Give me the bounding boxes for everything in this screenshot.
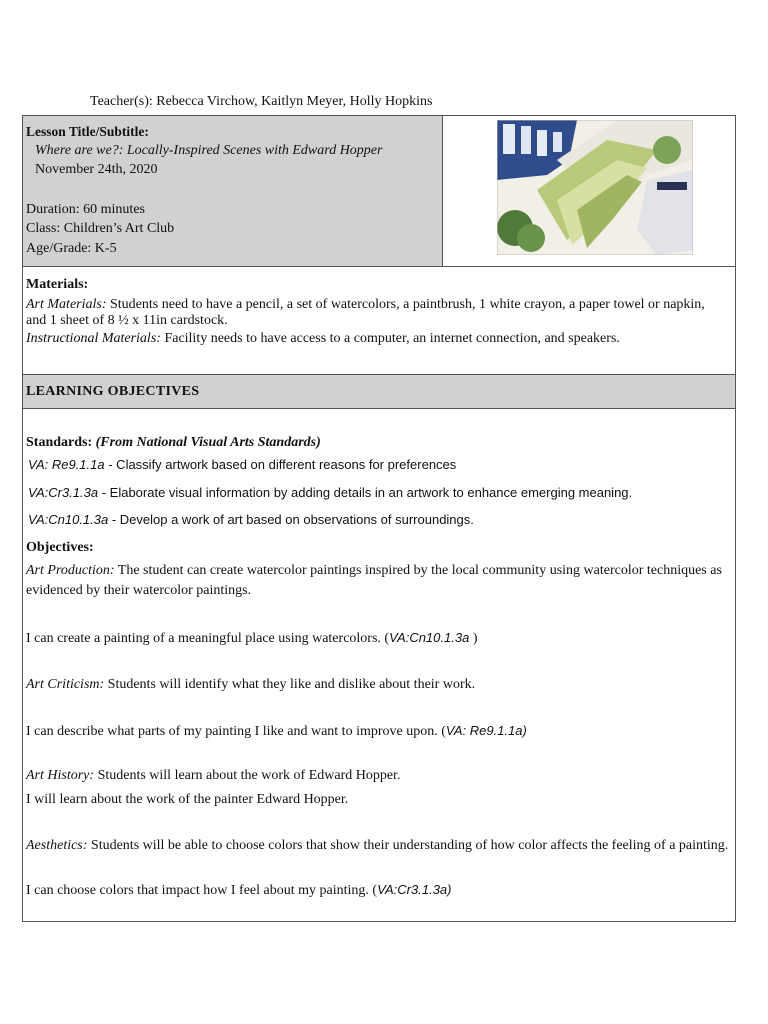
standard-code: VA: Re9.1.1a bbox=[28, 457, 105, 472]
class-name: Class: Children’s Art Club bbox=[26, 221, 175, 236]
art-criticism-ican bbox=[26, 721, 729, 742]
standard-code: VA:Cr3.1.3a bbox=[28, 485, 99, 500]
art-materials bbox=[26, 297, 727, 329]
ref-close: ) bbox=[469, 631, 478, 646]
watercolor-painting-image bbox=[497, 120, 693, 255]
aesthetics-objective bbox=[26, 837, 729, 855]
aesthetics-label: Aesthetics: bbox=[26, 838, 88, 853]
standard-item bbox=[28, 457, 456, 472]
art-production-text: The student can create watercolor paintings inspired by the local community using watercolor techniques as evidenced by their watercolor paintings. bbox=[26, 563, 722, 598]
art-criticism-label: Art Criticism: bbox=[26, 677, 105, 692]
art-history-label: Art History: bbox=[26, 768, 95, 783]
lesson-subtitle: Where are we?: Locally-Inspired Scenes with Edward Hopper bbox=[35, 143, 383, 158]
standard-code: VA:Cn10.1.3a bbox=[28, 512, 109, 527]
instructional-materials bbox=[26, 331, 727, 347]
lesson-date: November 24th, 2020 bbox=[35, 162, 158, 177]
instructional-materials-label: Instructional Materials: bbox=[26, 331, 161, 346]
ican-text: I can describe what parts of my painting I like and want to improve upon. ( bbox=[26, 724, 446, 739]
lesson-plan-table bbox=[22, 115, 736, 922]
standard-text: - Classify artwork based on different reasons for preferences bbox=[104, 457, 457, 472]
standard-ref: VA: Re9.1.1a) bbox=[445, 723, 527, 738]
example-image-cell bbox=[443, 116, 735, 266]
standards-source: (From National Visual Arts Standards) bbox=[95, 435, 321, 450]
art-history-objective bbox=[26, 766, 729, 786]
standard-item bbox=[28, 485, 632, 500]
aesthetics-ican bbox=[26, 880, 729, 901]
materials-heading: Materials: bbox=[26, 277, 89, 292]
learning-objectives-body bbox=[23, 409, 735, 921]
standard-item bbox=[28, 512, 474, 527]
instructional-materials-text: Facility needs to have access to a computer, an internet connection, and speakers. bbox=[160, 331, 620, 346]
age-grade: Age/Grade: K-5 bbox=[26, 241, 117, 256]
aesthetics-text: Students will be able to choose colors that show their understanding of how color affects the feeling of a painting. bbox=[87, 838, 729, 853]
lesson-title-label: Lesson Title/Subtitle: bbox=[26, 124, 149, 139]
learning-objectives-heading: LEARNING OBJECTIVES bbox=[26, 384, 200, 399]
ican-text: I can create a painting of a meaningful place using watercolors. ( bbox=[26, 631, 390, 646]
art-criticism-text: Students will identify what they like and dislike about their work. bbox=[104, 677, 476, 692]
standard-ref: VA:Cr3.1.3a) bbox=[377, 882, 452, 897]
standard-text: - Elaborate visual information by adding details in an artwork to enhance emerging meaning. bbox=[98, 485, 633, 500]
materials-row bbox=[23, 267, 735, 375]
ican-text: I can choose colors that impact how I feel about my painting. ( bbox=[26, 883, 378, 898]
standards-label: Standards: bbox=[26, 435, 96, 450]
art-materials-text: Students need to have a pencil, a set of watercolors, a paintbrush, 1 white crayon, a paper towel or napkin, and 1 sheet of 8 ½ x 11in cardstock. bbox=[26, 297, 705, 328]
standard-ref: VA:Cn10.1.3a bbox=[389, 630, 470, 645]
duration: Duration: 60 minutes bbox=[26, 202, 145, 217]
art-criticism-objective bbox=[26, 675, 729, 695]
art-production-objective bbox=[26, 561, 729, 601]
art-production-ican bbox=[26, 628, 729, 649]
objectives-heading: Objectives: bbox=[26, 540, 94, 555]
lesson-info-cell bbox=[23, 116, 443, 266]
art-history-ican: I will learn about the work of the painter Edward Hopper. bbox=[26, 792, 349, 807]
art-production-label: Art Production: bbox=[26, 563, 115, 578]
teachers-line: Teacher(s): Rebecca Virchow, Kaitlyn Meyer, Holly Hopkins bbox=[90, 94, 433, 109]
standards-heading bbox=[26, 435, 321, 451]
standard-text: - Develop a work of art based on observations of surroundings. bbox=[108, 512, 474, 527]
header-row bbox=[23, 116, 735, 267]
art-history-text: Students will learn about the work of Edward Hopper. bbox=[94, 768, 401, 783]
learning-objectives-heading-row bbox=[23, 375, 735, 409]
art-materials-label: Art Materials: bbox=[26, 297, 107, 312]
